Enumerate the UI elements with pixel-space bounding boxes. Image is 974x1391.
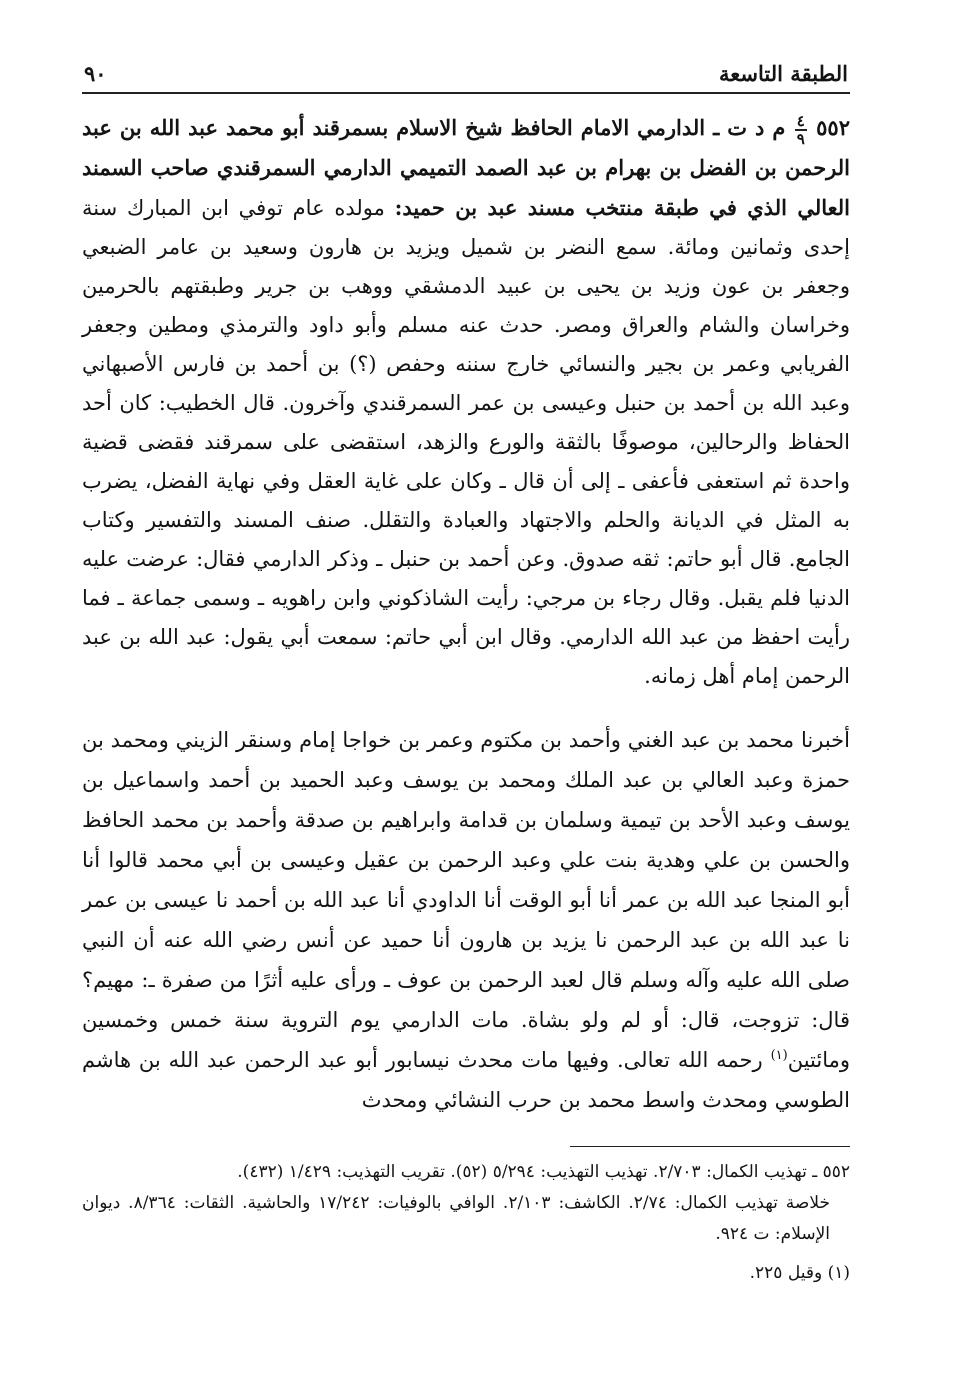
fraction-top: ٤ bbox=[796, 111, 805, 130]
entry-number: ٥٥٢ bbox=[816, 115, 850, 140]
entry-title: م د ت ـ الدارمي الامام الحافظ شيخ الاسلام بسمرقند أبو محمد عبد الله بن عبد الرحمن بن الفضل بن بهرام بن عبد الصمد التميمي الدارمي السمرقندي صاحب السمند العالي الذي في طبقة منتخب مسند عبد بن حميد: bbox=[82, 115, 850, 220]
running-header bbox=[82, 52, 850, 94]
isnad-text-continued: رحمه الله تعالى. وفيها مات محدث نيسابور أبو عبد الرحمن عبد الله بن هاشم الطوسي ومحدث واسط محمد بن حرب النشائي ومحدث bbox=[82, 1048, 850, 1112]
footnote-1: (١) وقيل ٢٢٥. bbox=[749, 1263, 850, 1283]
footnotes bbox=[82, 1157, 850, 1289]
biography-entry bbox=[82, 108, 850, 696]
footnote-reference-mark: (١) bbox=[770, 1048, 788, 1063]
entry-body: مولده عام توفي ابن المبارك سنة إحدى وثمانين ومائة. سمع النضر بن شميل ويزيد بن هارون وسعيد بن عامر الضبعي وجعفر بن عون وزيد بن يحيى بن عبيد الدمشقي ووهب بن جرير وطبقتهم بالحرمين وخراسان والشام والعراق ومصر. حدث عنه مسلم وأبو داود والترمذي ومطين وجعفر الفريابي وعمر بن بجير والنسائي خارج سننه وحفص (؟) بن أحمد بن فارس الأصبهاني وعبد الله بن أحمد بن حنبل وعيسى بن عمر السمرقندي وآخرون. قال الخطيب: كان أحد الحفاظ والرحالين، موصوفًا بالثقة والورع والزهد، استقضى على سمرقند فقضى قضية واحدة ثم استعفى فأعفى ـ إلى أن قال ـ وكان على غاية العقل وفي نهاية الفضل، يضرب به المثل في الديانة والحلم والاجتهاد والعبادة والتقلل. صنف المسند والتفسير وكتاب الجامع. قال أبو حاتم: ثقه صدوق. وعن أحمد بن حنبل ـ وذكر الدارمي فقال: عرضت عليه الدنيا فلم يقبل. وقال رجاء بن مرجي: رأيت الشاذكوني وابن راهويه ـ وسمى جماعة ـ فما رأيت احفظ من عبد الله الدارمي. وقال ابن أبي حاتم: سمعت أبي يقول: عبد الله بن عبد الرحمن إمام أهل زمانه. bbox=[82, 196, 850, 688]
entry-fraction bbox=[795, 113, 807, 147]
footnote-sources-line2: خلاصة تهذيب الكمال: ٢/٧٤. الكاشف: ٢/١٠٣. الوافي بالوفيات: ١٧/٢٤٢ والحاشية. الثقات: ٨/٣٦٤. ديوان الإسلام: ت ٩٢٤. bbox=[82, 1193, 830, 1244]
chapter-title: الطبقة التاسعة bbox=[719, 61, 848, 86]
footnote-sources-line1: ٥٥٢ ـ تهذيب الكمال: ٢/٧٠٣. تهذيب التهذيب: ٥/٢٩٤ (٥٢). تقريب التهذيب: ١/٤٢٩ (٤٣٢). bbox=[237, 1162, 850, 1182]
book-page bbox=[82, 52, 850, 1352]
page-number: ٩٠ bbox=[84, 61, 107, 86]
fraction-bottom: ٩ bbox=[796, 129, 805, 148]
hadith-chain bbox=[82, 720, 850, 1120]
isnad-text: أخبرنا محمد بن عبد الغني وأحمد بن مكتوم وعمر بن خواجا إمام وسنقر الزيني ومحمد بن حمزة وعبد العالي بن عبد الملك ومحمد بن يوسف وعبد الحميد بن أحمد واسماعيل بن يوسف وعبد الأحد بن تيمية وسلمان بن قدامة وابراهيم بن صدقة وأحمد بن محمد الحافظ والحسن بن علي وهدية بنت علي وعبد الرحمن بن عقيل وعيسى بن أبي محمد قالوا أنا أبو المنجا عبد الله بن عمر أنا أبو الوقت أنا الداودي أنا عبد الله بن أحمد نا عيسى بن عمر نا عبد الله بن عبد الرحمن نا يزيد بن هارون أنا حميد عن أنس رضي الله عنه أن النبي صلى الله عليه وآله وسلم قال لعبد الرحمن بن عوف ـ ورأى عليه أثرًا من صفرة ـ: مهيم؟ قال: تزوجت، قال: أو لم ولو بشاة. مات الدارمي يوم التروية سنة خمس وخمسين ومائتين bbox=[82, 728, 850, 1072]
footnote-divider bbox=[570, 1146, 850, 1147]
